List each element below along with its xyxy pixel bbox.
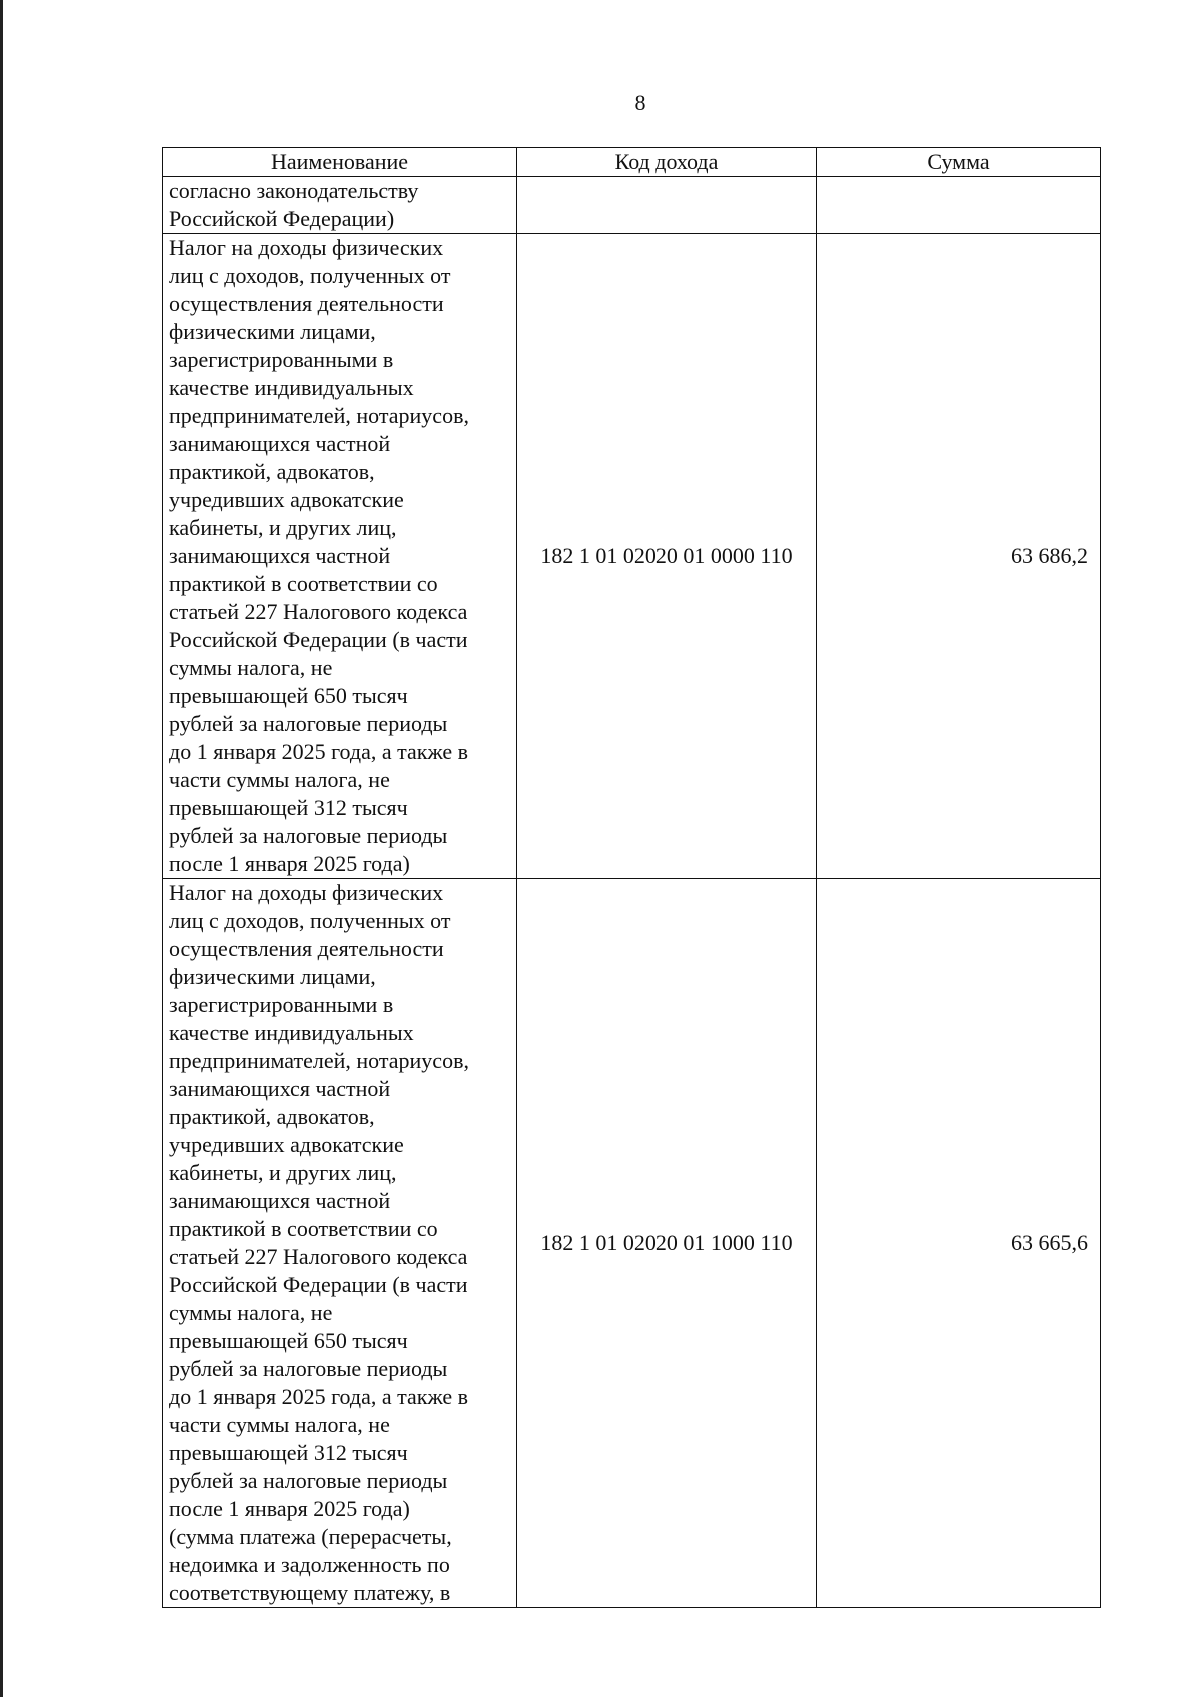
header-code: Код дохода xyxy=(517,148,817,177)
income-table xyxy=(162,147,1101,1608)
table-row xyxy=(163,177,1101,234)
table-row xyxy=(163,879,1101,1608)
page-number: 8 xyxy=(634,90,646,115)
row-name: Налог на доходы физических лиц с доходов, полученных от осуществления деятельности физическими лицами, зарегистрированными в качестве индивидуальных предпринимателей, нотариусов, занимающихся частной практикой, адвокатов, учредивших адвокатские кабинеты, и других лиц, занимающихся частной практикой в соответствии со статьей 227 Налогового кодекса Российской Федерации (в части суммы налога, не превышающей 650 тысяч рублей за налоговые периоды до 1 января 2025 года, а также в части суммы налога, не превышающей 312 тысяч рублей за налоговые периоды после 1 января 2025 года) (сумма платежа (перерасчеты, недоимка и задолженность по соответствующему платежу, в xyxy=(163,879,517,1608)
row-code: 182 1 01 02020 01 0000 110 xyxy=(517,234,817,879)
table-header-row xyxy=(163,148,1101,177)
row-code xyxy=(517,177,817,234)
row-sum xyxy=(817,177,1101,234)
row-name: согласно законодательству Российской Федерации) xyxy=(163,177,517,234)
scan-edge xyxy=(0,0,3,1697)
table-row xyxy=(163,234,1101,879)
row-sum: 63 665,6 xyxy=(817,879,1101,1608)
header-sum: Сумма xyxy=(817,148,1101,177)
row-name: Налог на доходы физических лиц с доходов, полученных от осуществления деятельности физическими лицами, зарегистрированными в качестве индивидуальных предпринимателей, нотариусов, занимающихся частной практикой, адвокатов, учредивших адвокатские кабинеты, и других лиц, занимающихся частной практикой в соответствии со статьей 227 Налогового кодекса Российской Федерации (в части суммы налога, не превышающей 650 тысяч рублей за налоговые периоды до 1 января 2025 года, а также в части суммы налога, не превышающей 312 тысяч рублей за налоговые периоды после 1 января 2025 года) xyxy=(163,234,517,879)
row-code: 182 1 01 02020 01 1000 110 xyxy=(517,879,817,1608)
header-name: Наименование xyxy=(163,148,517,177)
row-sum: 63 686,2 xyxy=(817,234,1101,879)
